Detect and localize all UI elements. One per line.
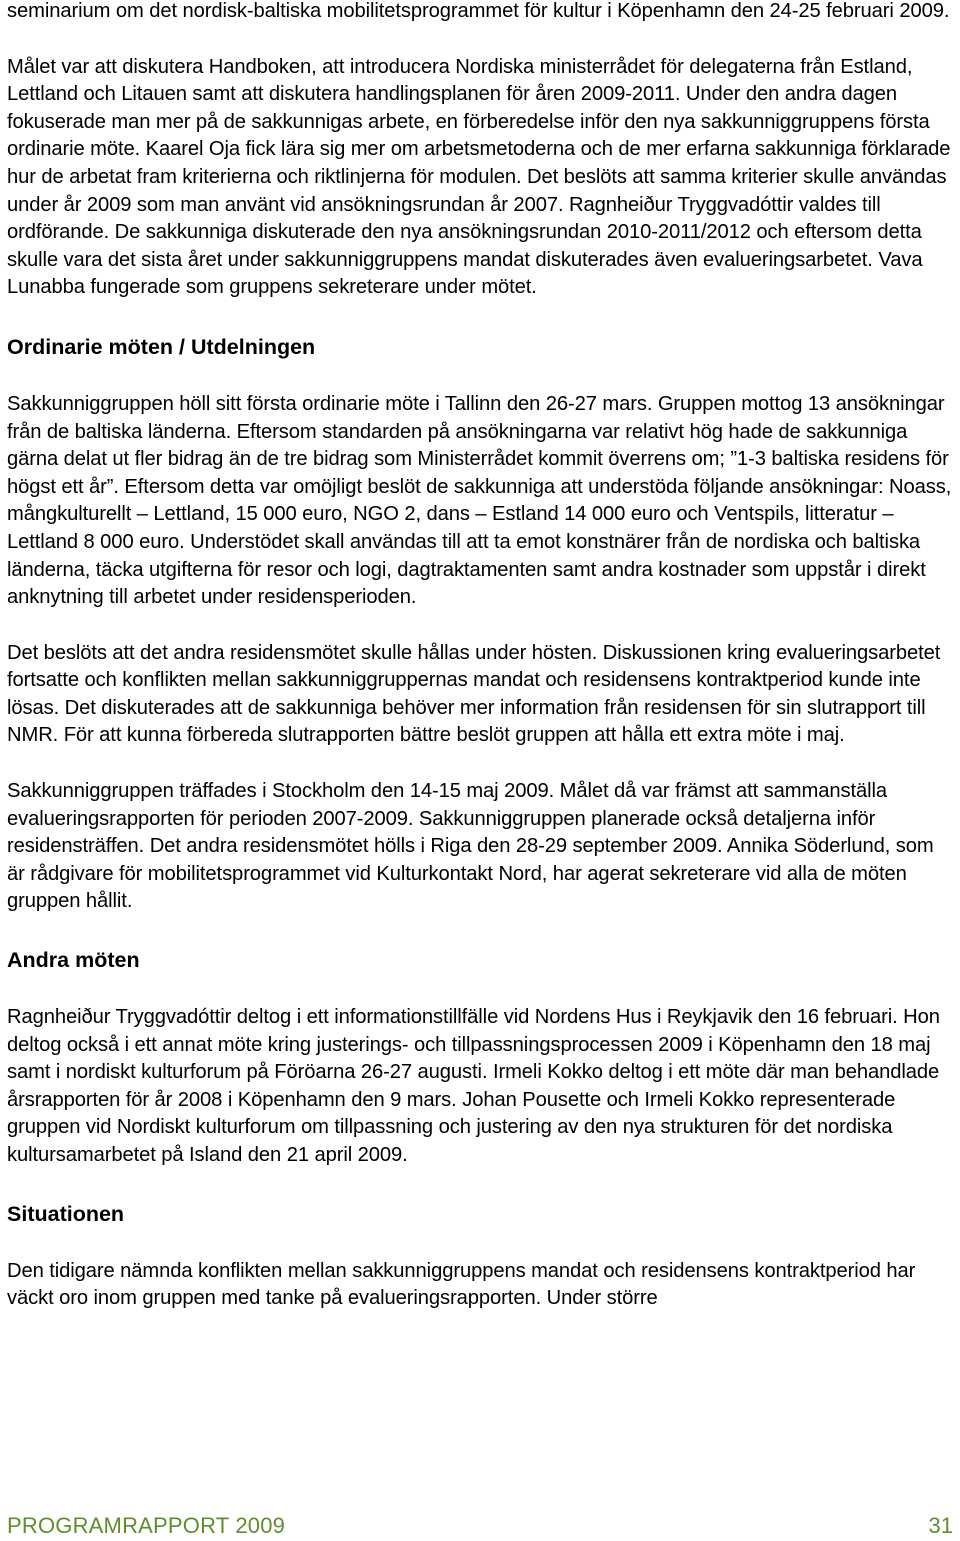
andra-paragraph: Ragnheiður Tryggvadóttir deltog i ett informationstillfälle vid Nordens Hus i Reykjavik den 16 februari. Hon deltog också i ett annat möte kring justerings- och tillpassningsprocessen 2009 i Köpenhamn den 18 maj samt i nordiskt kulturforum på Föröarna 26-27 augusti. Irmeli Kokko deltog i ett möte där man behandlade årsrapporten för år 2008 i Köpenhamn den 9 mars. Johan Pousette och Irmeli Kokko representerade gruppen vid Nordiskt kulturforum om tillpassning och justering av den nya strukturen för det nordiska kultursamarbetet på Island den 21 april 2009.: [7, 1006, 940, 1166]
ordinarie-paragraph-2: Det beslöts att det andra residensmötet skulle hållas under hösten. Diskussionen kring evalueringsarbetet fortsatte och konflikten mellan sakkunniggruppernas mandat och residensens kontraktperiod kunde inte lösas. Det diskuterades att de sakkunniga behöver mer information från residensen för sin slutrapport till NMR. För att kunna förbereda slutrapporten bättre beslöt gruppen att hålla ett extra möte i maj.: [7, 641, 941, 747]
section-heading-ordinarie: Ordinarie möten / Utdelningen: [7, 334, 316, 359]
document-body: [7, 0, 953, 1313]
ordinarie-paragraph-3: Sakkunniggruppen träffades i Stockholm den 14-15 maj 2009. Målet då var främst att sammanställa evalueringsrapporten för perioden 2007-2009. Sakkunniggruppen planerade också detaljerna inför residensträffen. Det andra residensmötet hölls i Riga den 28-29 september 2009. Annika Söderlund, som är rådgivare för mobilitetsprogrammet vid Kulturkontakt Nord, har agerat sekreterare vid alla de möten gruppen hållit.: [7, 780, 934, 913]
section-heading-andra: Andra möten: [7, 948, 140, 973]
page-number: 31: [928, 1513, 953, 1538]
situationen-paragraph: Den tidigare nämnda konflikten mellan sakkunniggruppens mandat och residensens kontraktperiod har väckt oro inom gruppen med tanke på evalueringsrapporten. Under större: [7, 1259, 916, 1310]
footer-title: PROGRAMRAPPORT 2009: [7, 1513, 286, 1538]
section-heading-situationen: Situationen: [7, 1201, 125, 1226]
ordinarie-paragraph-1: Sakkunniggruppen höll sitt första ordinarie möte i Tallinn den 26-27 mars. Gruppen mottog 13 ansökningar från de baltiska länderna. Eftersom standarden på ansökningarna var relativt hög hade de sakkunniga gärna delat ut fler bidrag än de tre bidrag som Ministerrådet kommit överrens om; ”1-3 baltiska residens för högst ett år”. Eftersom detta var omöjligt beslöt de sakkunniga att understöda följande ansökningar: Noass, mångkulturellt – Lettland, 15 000 euro, NGO 2, dans – Estland 14 000 euro och Ventspils, litteratur – Lettland 8 000 euro. Understödet skall användas till att ta emot konstnärer från de nordiska och baltiska länderna, täcka utgifterna för resor och logi, dagtraktamenten samt andra kostnader som uppstår i direkt anknytning till arbetet under residensperioden.: [7, 392, 952, 609]
page-footer: [7, 1512, 953, 1540]
intro-paragraph: seminarium om det nordisk-baltiska mobilitetsprogrammet för kultur i Köpenhamn den 24-25 februari 2009.: [7, 0, 950, 22]
goal-paragraph: Målet var att diskutera Handboken, att introducera Nordiska ministerrådet för delegaterna från Estland, Lettland och Litauen samt att diskutera handlingsplanen för åren 2009-2011. Under den andra dagen fokuserade man mer på de sakkunnigas arbete, en förberedelse inför den nya sakkunniggruppens första ordinarie möte. Kaarel Oja fick lära sig mer om arbetsmetoderna och de mer erfarna sakkunniga förklarade hur de arbetat fram kriterierna och riktlinjerna för modulen. Det beslöts att samma kriterier skulle användas under år 2009 som man använt vid ansökningsrundan år 2007. Ragnheiður Tryggvadóttir valdes till ordförande. De sakkunniga diskuterade den nya ansökningsrundan 2010-2011/2012 och eftersom detta skulle vara det sista året under sakkunniggruppens mandat diskuterades även evalueringsarbetet. Vava Lunabba fungerade som gruppens sekreterare under mötet.: [7, 55, 951, 299]
